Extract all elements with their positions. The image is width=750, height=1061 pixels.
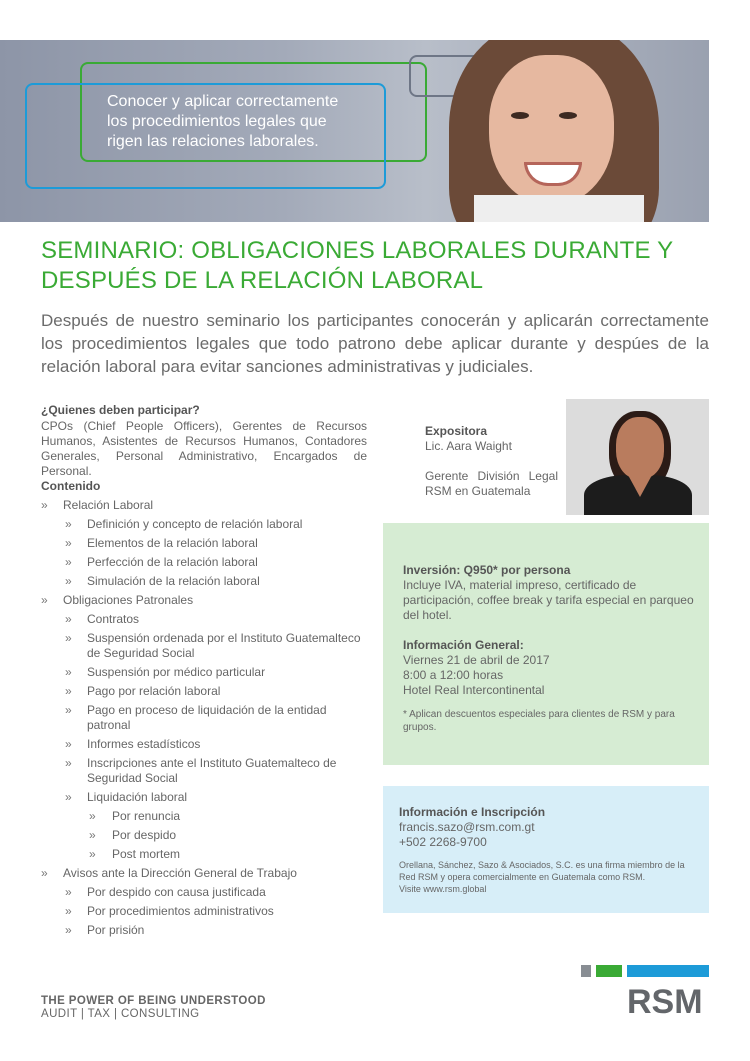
registration-email[interactable]: francis.sazo@rsm.com.gt: [399, 820, 535, 834]
hero-line: rigen las relaciones laborales.: [107, 133, 319, 150]
bullet-glyph: »: [65, 574, 72, 588]
bullet-glyph: »: [65, 684, 72, 698]
list-item: » Por procedimientos administrativos: [65, 904, 274, 918]
list-item: » Liquidación laboral: [65, 790, 188, 804]
bullet-glyph: »: [65, 904, 72, 918]
bullet-glyph: »: [65, 737, 72, 751]
hero-line: los procedimientos legales que: [107, 113, 327, 130]
list-item: » Por prisión: [65, 923, 145, 937]
bullet-glyph: »: [65, 665, 72, 679]
list-item: » Avisos ante la Dirección General de Trabajo: [41, 866, 297, 880]
list-item: » Pago en proceso de liquidación de la entidad patronal: [65, 703, 327, 732]
bullet-glyph: »: [41, 593, 48, 607]
bullet-glyph: »: [41, 498, 48, 512]
speaker-name: Lic. Aara Waight: [425, 439, 512, 453]
event-time: 8:00 a 12:00 horas: [403, 668, 504, 682]
speaker-company: RSM en Guatemala: [425, 484, 531, 498]
bullet-glyph: »: [65, 631, 72, 645]
grey-bar: [581, 965, 591, 977]
list-item: » Por despido: [89, 828, 177, 842]
bullet-glyph: »: [89, 828, 96, 842]
hero-banner: [0, 40, 709, 222]
title-line: SEMINARIO: OBLIGACIONES LABORALES DURANTE Y: [41, 237, 674, 264]
hero-line: Conocer y aplicar correctamente: [107, 93, 339, 110]
tagline-text: THE POWER OF BEING UNDERSTOOD: [41, 995, 266, 1007]
content-heading: Contenido: [41, 479, 101, 493]
registration-heading: Información e Inscripción: [399, 805, 546, 819]
rsm-logo: RSM: [627, 983, 703, 1021]
bullet-glyph: »: [65, 555, 72, 569]
green-bar: [596, 965, 622, 977]
bullet-glyph: »: [65, 885, 72, 899]
speaker-photo: [566, 399, 709, 515]
general-heading: Información General:: [403, 638, 524, 652]
bullet-glyph: »: [65, 923, 72, 937]
investment-text: Incluye IVA, material impreso, certificado de participación, coffee break y tarifa especial en parqueo del hotel.: [403, 578, 694, 622]
bullet-glyph: »: [65, 536, 72, 550]
list-item: » Relación Laboral: [41, 498, 154, 512]
list-item: » Obligaciones Patronales: [41, 593, 194, 607]
list-item: » Por renuncia: [89, 809, 181, 823]
list-item: » Elementos de la relación laboral: [65, 536, 258, 550]
services-text: AUDIT | TAX | CONSULTING: [41, 1008, 200, 1020]
list-item: » Pago por relación laboral: [65, 684, 221, 698]
firm-disclaimer: Orellana, Sánchez, Sazo & Asociados, S.C. es una firma miembro de la Red RSM y opera comercialmente en Guatemala como RSM.: [399, 860, 685, 882]
speaker-heading: Expositora: [425, 424, 488, 438]
event-venue: Hotel Real Intercontinental: [403, 683, 545, 697]
list-item: » Perfección de la relación laboral: [65, 555, 258, 569]
footer-tagline: [41, 995, 266, 1021]
list-item: » Definición y concepto de relación laboral: [65, 517, 303, 531]
registration-content: [399, 805, 699, 895]
bullet-glyph: »: [65, 756, 72, 770]
page-title: [41, 236, 701, 296]
website-link[interactable]: Visite www.rsm.global: [399, 884, 487, 894]
list-item: » Post mortem: [89, 847, 181, 861]
bullet-glyph: »: [65, 703, 72, 717]
list-item: » Inscripciones ante el Instituto Guatemalteco de Seguridad Social: [65, 756, 337, 785]
hero-portrait-photo: [419, 40, 709, 222]
title-line: DESPUÉS DE LA RELACIÓN LABORAL: [41, 267, 484, 294]
list-item: » Suspensión por médico particular: [65, 665, 266, 679]
participants-section: [41, 403, 367, 479]
bullet-glyph: »: [65, 517, 72, 531]
list-item: » Simulación de la relación laboral: [65, 574, 260, 588]
bullet-glyph: »: [65, 790, 72, 804]
hero-tagline: [107, 92, 377, 152]
participants-heading: ¿Quienes deben participar?: [41, 403, 200, 417]
list-item: » Contratos: [65, 612, 140, 626]
discount-note: * Aplican descuentos especiales para clientes de RSM y para grupos.: [403, 709, 675, 733]
intro-paragraph: Después de nuestro seminario los participantes conocerán y aplicarán correctamente los procedimientos legales que todo patrono debe aplicar durante y despúes de la relación laboral para evitar sanciones administrativas y judiciales.: [41, 311, 709, 376]
bullet-glyph: »: [89, 847, 96, 861]
blue-bar: [627, 965, 709, 977]
bullet-glyph: »: [41, 866, 48, 880]
list-item: » Informes estadísticos: [65, 737, 201, 751]
participants-text: CPOs (Chief People Officers), Gerentes de Recursos Humanos, Asistentes de Recursos Humanos, Contadores Generales, Personal Administrativo, Encargados de Personal.: [41, 419, 367, 478]
list-item: » Suspensión ordenada por el Instituto Guatemalteco de Seguridad Social: [65, 631, 361, 660]
event-date: Viernes 21 de abril de 2017: [403, 653, 550, 667]
investment-content: [403, 563, 708, 734]
speaker-role: Gerente División Legal: [425, 469, 558, 483]
content-list: [41, 496, 371, 940]
investment-heading: Inversión: Q950* por persona: [403, 563, 571, 577]
registration-phone[interactable]: +502 2268-9700: [399, 835, 487, 849]
speaker-info: [425, 424, 558, 499]
bullet-glyph: »: [65, 612, 72, 626]
list-item: » Por despido con causa justificada: [65, 885, 266, 899]
bullet-glyph: »: [89, 809, 96, 823]
